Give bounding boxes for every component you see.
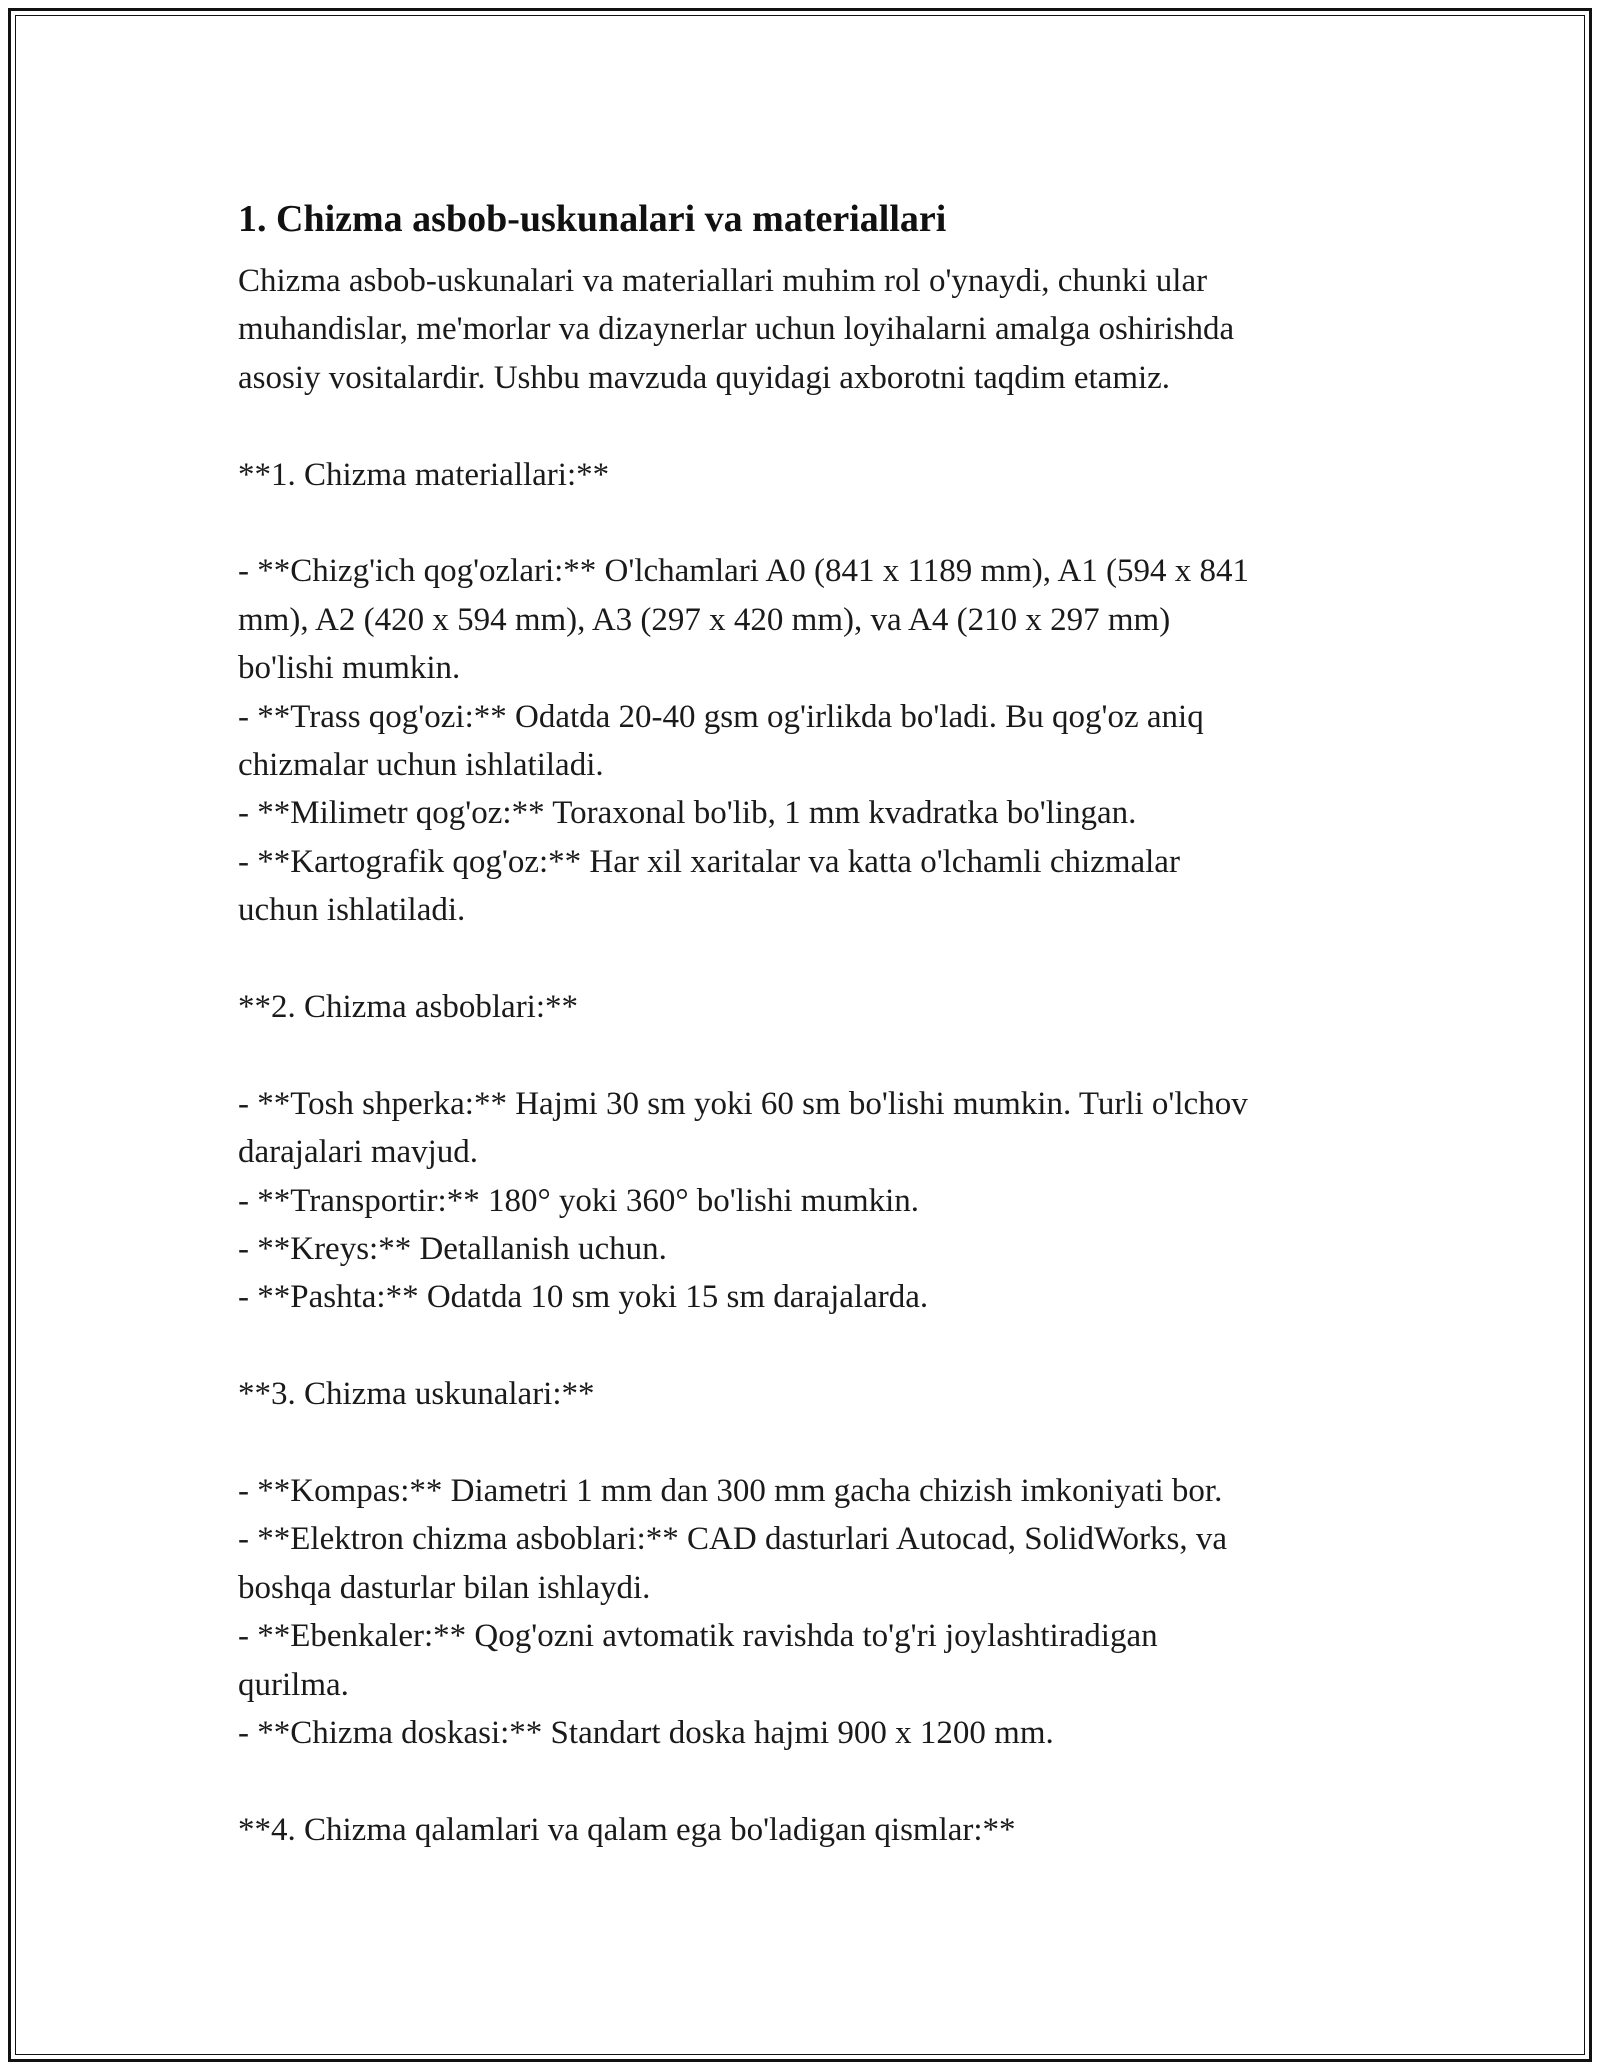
list-line: darajalari mavjud. (238, 1134, 479, 1171)
section-equipment-list (238, 1467, 1388, 1757)
list-line: - **Kompas:** Diametri 1 mm dan 300 mm gacha chizish imkoniyati bor. (238, 1473, 1223, 1510)
intro-line: Chizma asbob-uskunalari va materiallari muhim rol o'ynaydi, chunki ular (238, 263, 1208, 299)
list-line: uchun ishlatiladi. (238, 892, 466, 929)
intro-line: asosiy vositalardir. Ushbu mavzuda quyidagi axborotni taqdim etamiz. (238, 359, 1171, 396)
list-line: - **Kreys:** Detallanish uchun. (238, 1231, 667, 1268)
page-border-frame (8, 8, 1592, 2062)
intro-line: muhandislar, me'morlar va dizaynerlar uchun loyihalarni amalga oshirishda (238, 311, 1235, 348)
list-line: - **Pashta:** Odatda 10 sm yoki 15 sm darajalarda. (238, 1279, 929, 1316)
section-heading-tools: **2. Chizma asboblari:** (238, 989, 579, 1026)
document-title: 1. Chizma asbob-uskunalari va materiallari (238, 198, 947, 240)
list-line: - **Ebenkaler:** Qog'ozni avtomatik ravishda to'g'ri joylashtiradigan (238, 1618, 1158, 1655)
list-line: - **Trass qog'ozi:** Odatda 20-40 gsm og'irlikda bo'ladi. Bu qog'oz aniq (238, 698, 1204, 735)
section-tools-list (238, 1080, 1388, 1322)
section-heading-materials: **1. Chizma materiallari:** (238, 456, 610, 493)
list-line: bo'lishi mumkin. (238, 650, 461, 687)
list-line: - **Kartografik qog'oz:** Har xil xaritalar va katta o'lchamli chizmalar (238, 843, 1180, 880)
list-line: chizmalar uchun ishlatiladi. (238, 747, 604, 784)
list-line: - **Transportir:** 180° yoki 360° bo'lishi mumkin. (238, 1182, 920, 1219)
list-line: - **Chizma doskasi:** Standart doska hajmi 900 x 1200 mm. (238, 1715, 1054, 1752)
list-line: - **Chizg'ich qog'ozlari:** O'lchamlari A0 (841 x 1189 mm), A1 (594 x 841 (238, 553, 1250, 590)
list-line: - **Tosh shperka:** Hajmi 30 sm yoki 60 sm bo'lishi mumkin. Turli o'lchov (238, 1085, 1248, 1122)
section-heading-pencils: **4. Chizma qalamlari va qalam ega bo'ladigan qismlar:** (238, 1811, 1016, 1848)
list-line: mm), A2 (420 x 594 mm), A3 (297 x 420 mm), va A4 (210 x 297 mm) (238, 601, 1171, 638)
intro-paragraph (238, 257, 1388, 402)
list-line: qurilma. (238, 1666, 349, 1703)
list-line: - **Milimetr qog'oz:** Toraxonal bo'lib, 1 mm kvadratka bo'lingan. (238, 795, 1137, 832)
document-body (238, 195, 1388, 1854)
section-materials-list (238, 547, 1388, 934)
list-line: - **Elektron chizma asboblari:** CAD dasturlari Autocad, SolidWorks, va (238, 1521, 1227, 1558)
list-line: boshqa dasturlar bilan ishlaydi. (238, 1569, 651, 1606)
section-heading-equipment: **3. Chizma uskunalari:** (238, 1376, 595, 1413)
